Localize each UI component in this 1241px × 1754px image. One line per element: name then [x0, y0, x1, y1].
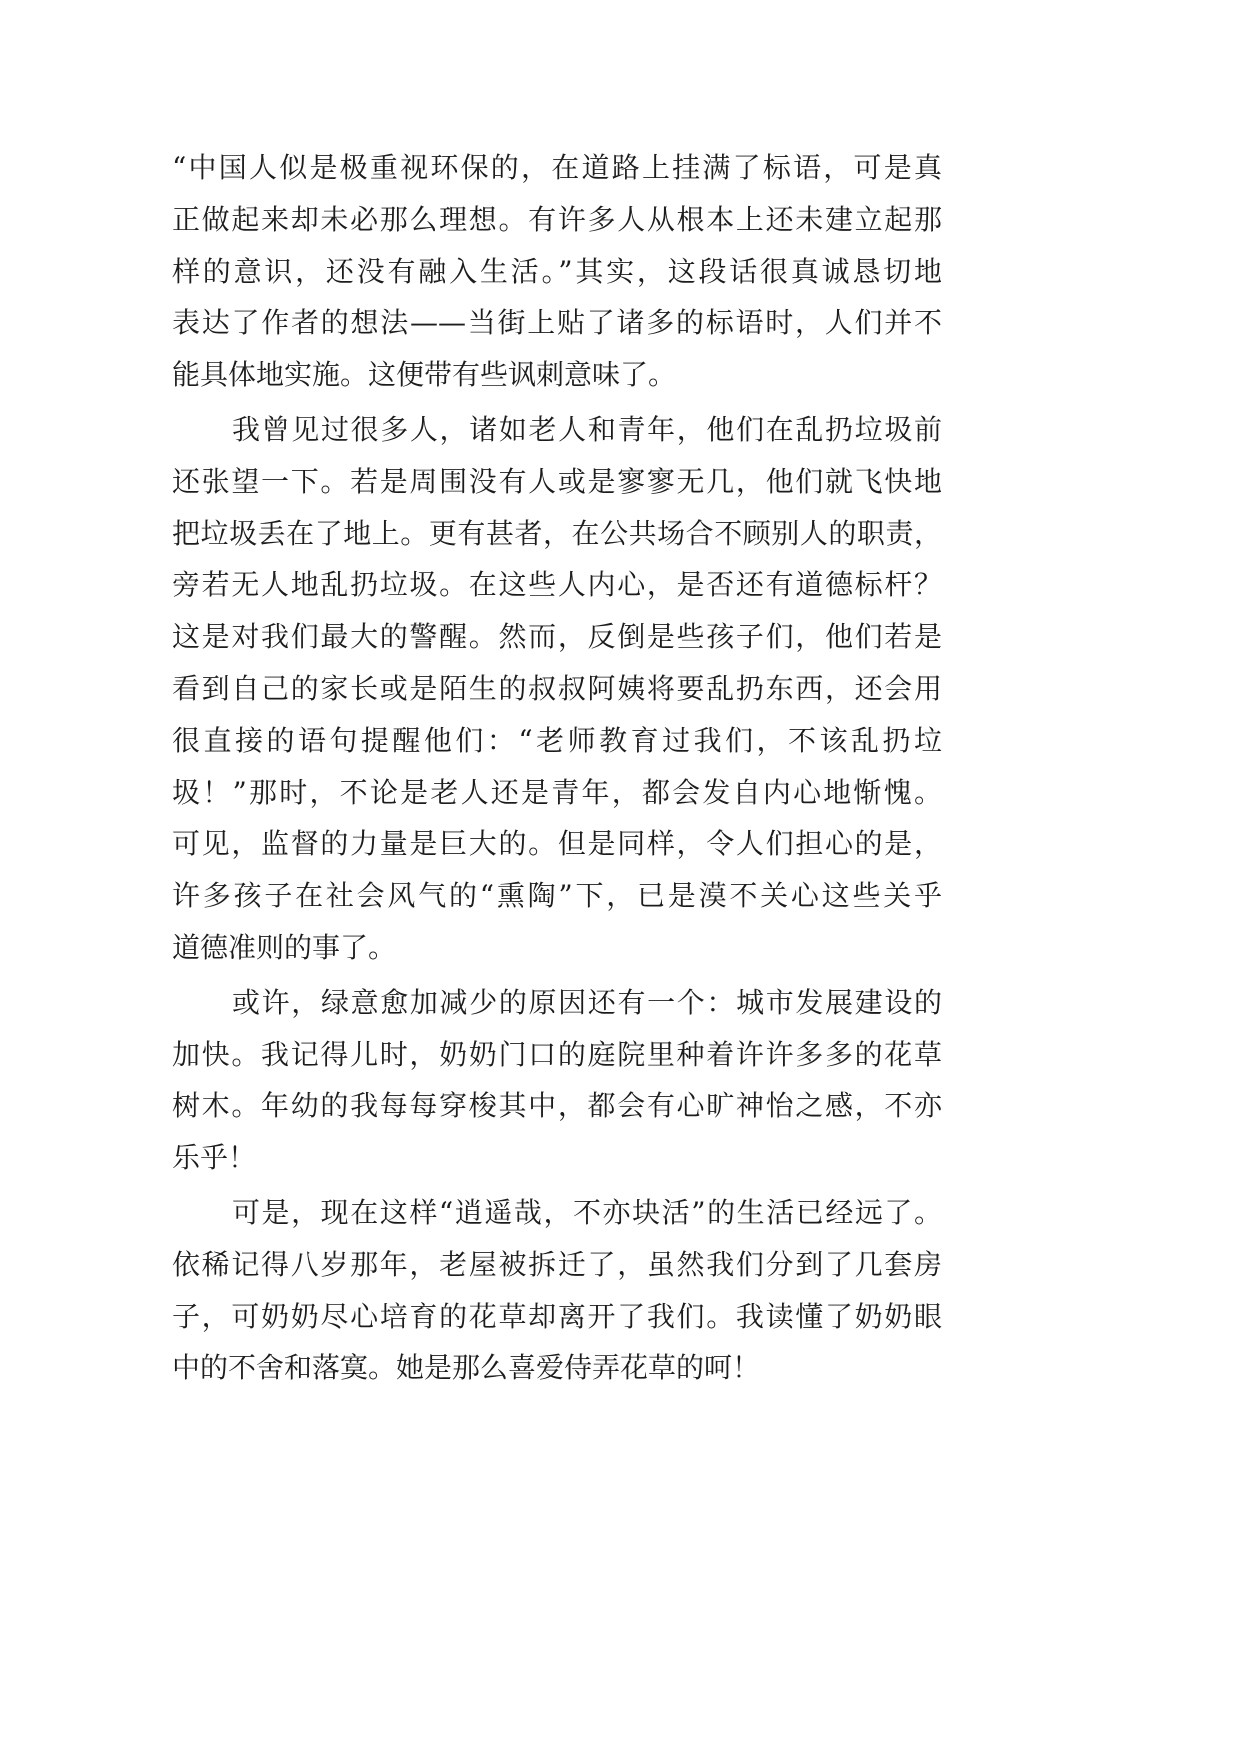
- text-line: “中国人似是极重视环保的，在道路上挂满了标语，可是真: [172, 151, 942, 184]
- paragraph-1: [172, 142, 942, 401]
- text-line: 正做起来却未必那么理想。有许多人从根本上还未建立起那: [172, 202, 942, 236]
- body-text: [172, 142, 942, 1397]
- text-line: 加快。我记得儿时，奶奶门口的庭院里种着许许多多的花草: [172, 1037, 942, 1071]
- text-line: 或许，绿意愈加减少的原因还有一个：城市发展建设的: [232, 985, 942, 1019]
- text-line: 很直接的语句提醒他们：“老师教育过我们，不该乱扔垃: [172, 723, 942, 757]
- text-line: 这是对我们最大的警醒。然而，反倒是些孩子们，他们若是: [172, 620, 942, 654]
- text-line: 样的意识，还没有融入生活。”其实，这段话很真诚恳切地: [172, 254, 942, 288]
- text-line: 我曾见过很多人，诸如老人和青年，他们在乱扔垃圾前: [232, 412, 942, 446]
- text-line: 表达了作者的想法——当街上贴了诸多的标语时，人们并不: [172, 306, 942, 340]
- text-line: 旁若无人地乱扔垃圾。在这些人内心，是否还有道德标杆？: [172, 568, 942, 602]
- text-line: 乐乎！: [172, 1141, 257, 1175]
- text-line: 可见，监督的力量是巨大的。但是同样，令人们担心的是，: [172, 827, 942, 861]
- text-line: 还张望一下。若是周围没有人或是寥寥无几，他们就飞快地: [172, 464, 942, 498]
- paragraph-2: [172, 404, 942, 974]
- text-line: 树木。年幼的我每每穿梭其中，都会有心旷神怡之感，不亦: [172, 1089, 942, 1123]
- text-line: 可是，现在这样“逍遥哉，不亦块活”的生活已经远了。: [232, 1195, 942, 1229]
- text-line: 中的不舍和落寞。她是那么喜爱侍弄花草的呵！: [172, 1351, 761, 1385]
- text-line: 能具体地实施。这便带有些讽刺意味了。: [172, 358, 677, 392]
- text-line: 许多孩子在社会风气的“熏陶”下，已是漠不关心这些关乎: [172, 879, 942, 913]
- text-line: 把垃圾丢在了地上。更有甚者，在公共场合不顾别人的职责，: [172, 516, 942, 550]
- text-line: 看到自己的家长或是陌生的叔叔阿姨将要乱扔东西，还会用: [172, 671, 942, 705]
- text-line: 道德准则的事了。: [172, 930, 397, 964]
- text-line: 依稀记得八岁那年，老屋被拆迁了，虽然我们分到了几套房: [172, 1247, 942, 1281]
- text-line: 圾！”那时，不论是老人还是青年，都会发自内心地惭愧。: [172, 775, 942, 809]
- paragraph-3: [172, 977, 942, 1184]
- paragraph-4: [172, 1187, 942, 1394]
- text-line: 子，可奶奶尽心培育的花草却离开了我们。我读懂了奶奶眼: [172, 1299, 942, 1333]
